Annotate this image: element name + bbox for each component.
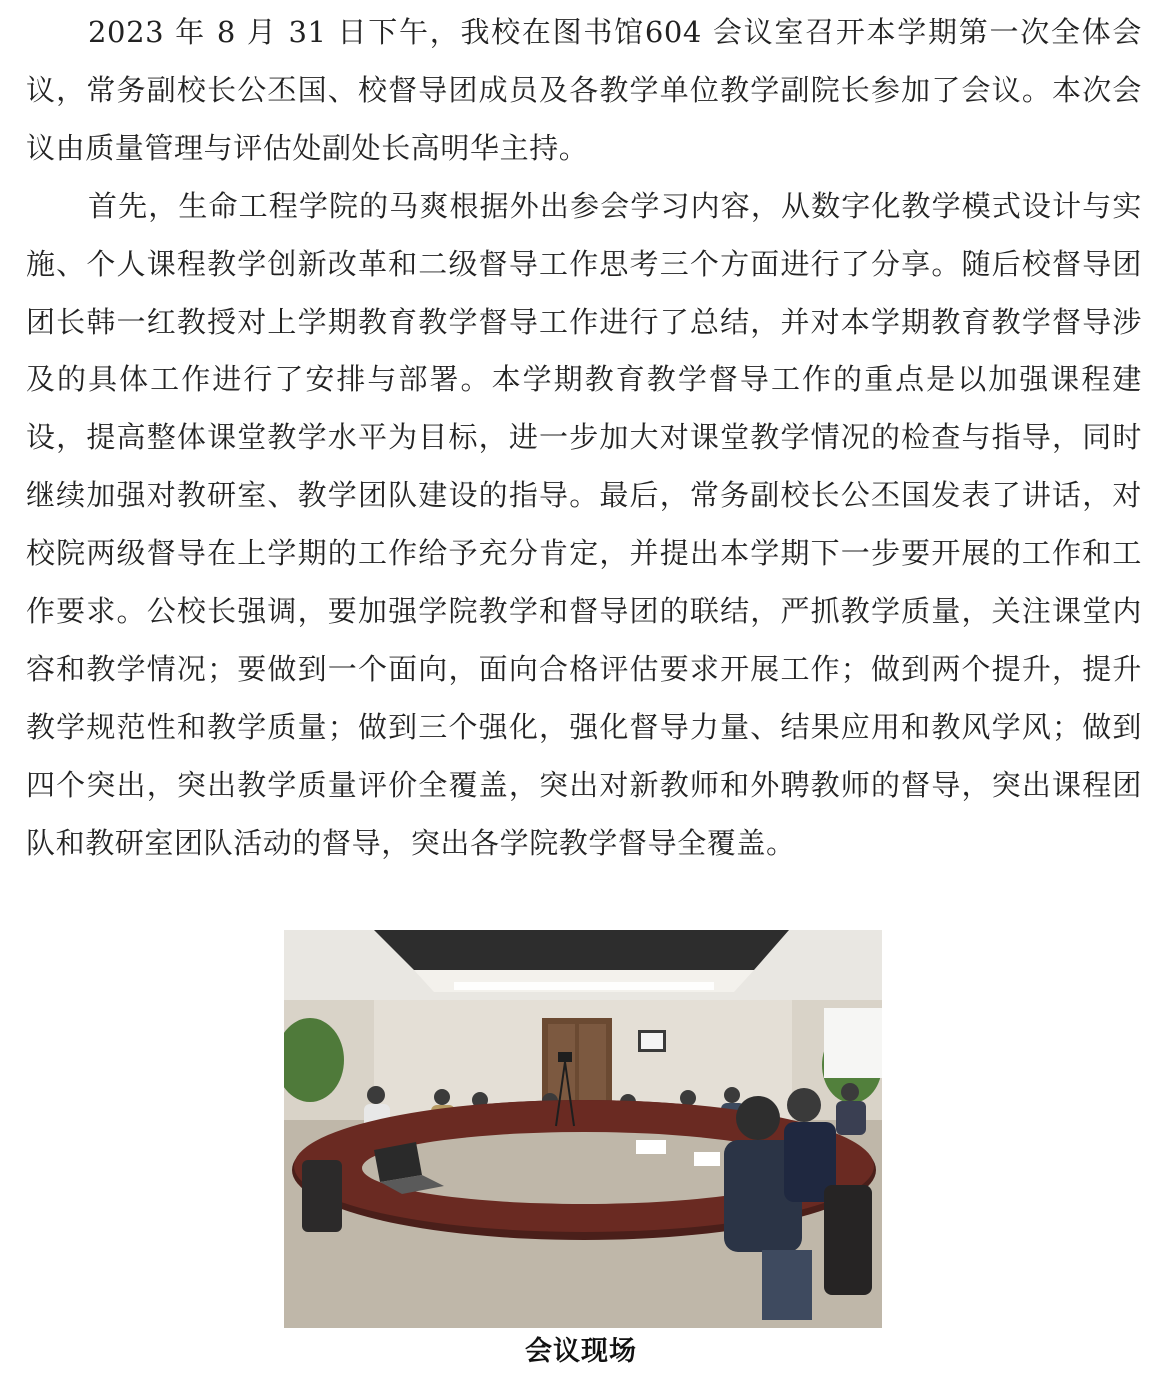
paragraph-meeting-content: 首先，生命工程学院的马爽根据外出参会学习内容，从数字化教学模式设计与实施、个人课程教学创新改革和二级督导工作思考三个方面进行了分享。随后校督导团团长韩一红教授对上学期教育教学督导工作进行了总结，并对本学期教育教学督导涉及的具体工作进行了安排与部署。本学期教育教学督导工作的重点是以加强课程建设，提高整体课堂教学水平为目标，进一步加大对课堂教学情况的检查与指导，同时继续加强对教研室、教学团队建设的指导。最后，常务副校长公丕国发表了讲话，对校院两级督导在上学期的工作给予充分肯定，并提出本学期下一步要开展的工作和工作要求。公校长强调，要加强学院教学和督导团的联结，严抓教学质量，关注课堂内容和教学情况；要做到一个面向，面向合格评估要求开展工作；做到两个提升，提升教学规范性和教学质量；做到三个强化，强化督导力量、结果应用和教风学风；做到四个突出，突出教学质量评价全覆盖，突出对新教师和外聘教师的督导，突出课程团队和教研室团队活动的督导，突出各学院教学督导全覆盖。 xyxy=(26,188,1142,860)
paragraph-meeting-intro: 2023 年 8 月 31 日下午，我校在图书馆604 会议室召开本学期第一次全体会议，常务副校长公丕国、校督导团成员及各教学单位教学副院长参加了会议。本次会议由质量管理与评估处副处长高明华主持。 xyxy=(26,15,1142,165)
meeting-photo xyxy=(284,930,882,1328)
article-body xyxy=(26,4,1142,873)
photo-caption: 会议现场 xyxy=(525,1336,637,1367)
